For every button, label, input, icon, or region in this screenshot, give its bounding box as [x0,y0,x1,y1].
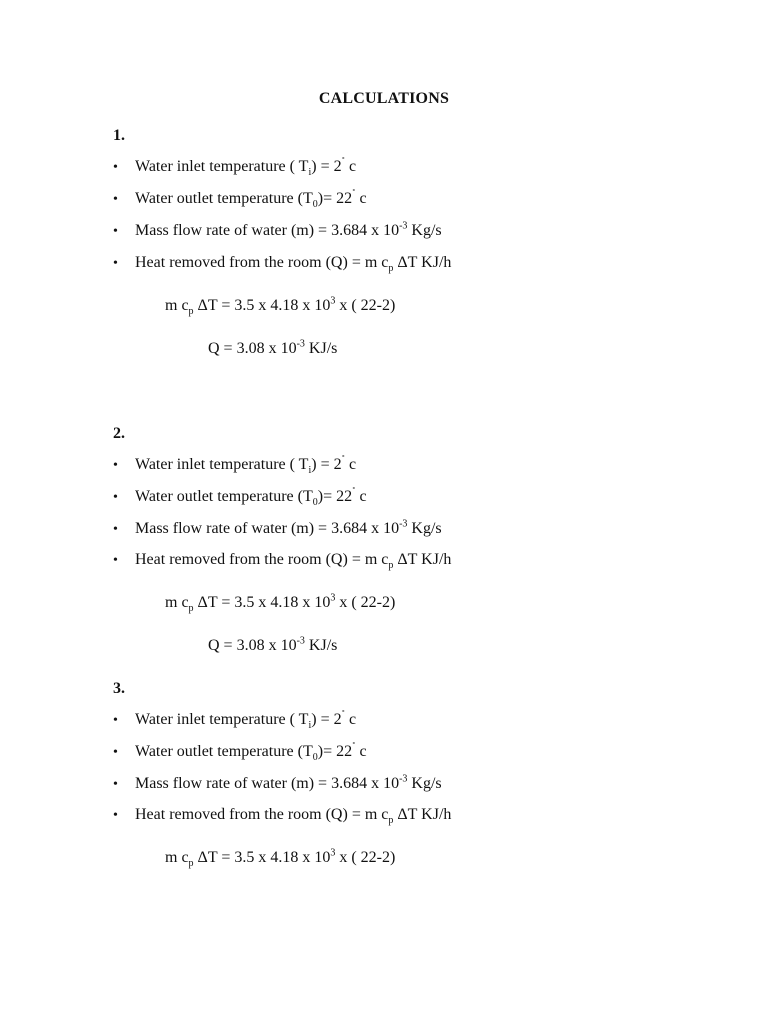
item-text: Water inlet temperature ( $T_i) = 2^˚$ c [135,156,357,179]
bullet-icon: • [113,192,118,207]
bullet-icon: • [113,224,118,239]
equation-line: m $c_p$ ΔT = 3.5 x 4.18 x $10^3$ x ( 22-2) [165,295,396,318]
equation-line: m $c_p$ ΔT = 3.5 x 4.18 x $10^3$ x ( 22-2) [165,847,396,870]
section-number: 1. [113,127,125,144]
bullet-icon: • [113,160,118,175]
item-text: Mass flow rate of water (m) = 3.684 x $10^{-3}$ Kg/s [135,518,442,537]
list-item [113,156,357,179]
bullet-icon: • [113,522,118,537]
list-item [113,222,442,240]
list-item [113,254,452,275]
list-item [113,551,452,572]
item-text: Heat removed from the room (Q) = m $c_p$ ΔT KJ/h [135,254,452,275]
list-item [113,188,367,211]
bullet-icon: • [113,490,118,505]
list-item [113,806,452,827]
bullet-icon: • [113,713,118,728]
bullet-icon: • [113,458,118,473]
result-line: Q = 3.08 x $10^{-3}$ KJ/s [208,635,338,654]
item-text: Water inlet temperature ( $T_i) = 2^˚$ c [135,709,357,732]
item-text: Water outlet temperature $(T_0)= 22^˚$ c [135,188,367,211]
section-number: 3. [113,680,125,697]
bullet-icon: • [113,808,118,823]
item-text: Mass flow rate of water (m) = 3.684 x $10^{-3}$ Kg/s [135,220,442,239]
item-text: Mass flow rate of water (m) = 3.684 x $10^{-3}$ Kg/s [135,773,442,792]
list-item [113,520,442,538]
equation-line: m $c_p$ ΔT = 3.5 x 4.18 x $10^3$ x ( 22-2) [165,592,396,615]
item-text: Water outlet temperature $(T_0)= 22^˚$ c [135,741,367,764]
list-item [113,454,357,477]
list-item [113,775,442,793]
result-line: Q = 3.08 x $10^{-3}$ KJ/s [208,338,338,357]
item-text: Water outlet temperature $(T_0)= 22^˚$ c [135,486,367,509]
bullet-icon: • [113,777,118,792]
list-item [113,486,367,509]
bullet-icon: • [113,553,118,568]
section-number: 2. [113,425,125,442]
page-title: CALCULATIONS [318,90,450,107]
bullet-icon: • [113,256,118,271]
item-text: Water inlet temperature ( $T_i) = 2^˚$ c [135,454,357,477]
bullet-icon: • [113,745,118,760]
list-item [113,741,367,764]
list-item [113,709,357,732]
item-text: Heat removed from the room (Q) = m $c_p$ ΔT KJ/h [135,806,452,827]
item-text: Heat removed from the room (Q) = m $c_p$ ΔT KJ/h [135,551,452,572]
